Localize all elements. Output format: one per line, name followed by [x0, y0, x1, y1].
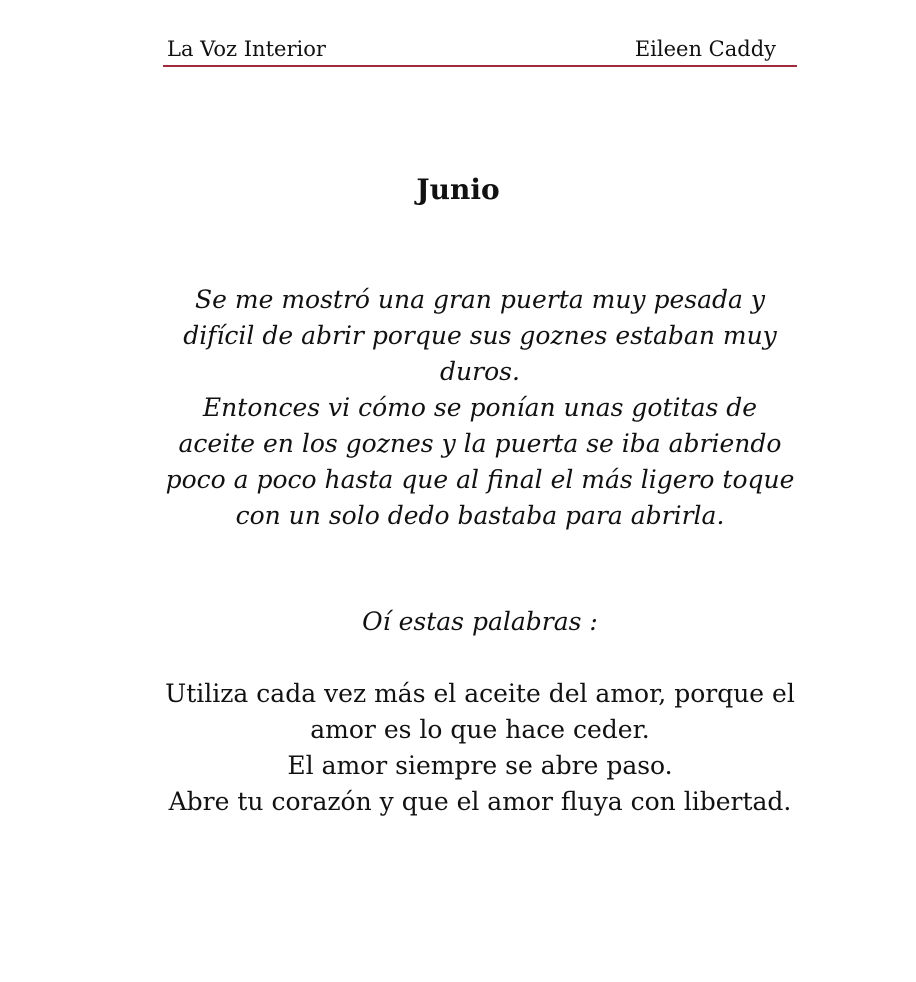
page-title: Junio: [416, 173, 500, 206]
closing-line-1: Utiliza cada vez más el aceite del amor, porque el amor es lo que hace ceder.: [165, 679, 795, 744]
book-title: La Voz Interior: [167, 37, 326, 61]
vision-text: [163, 282, 797, 534]
page-header: [163, 34, 797, 67]
closing-line-2: El amor siempre se abre paso.: [287, 751, 673, 780]
heard-words-line: Oí estas palabras :: [362, 607, 598, 636]
vision-paragraph-1: Se me mostró una gran puerta muy pesada y difícil de abrir porque sus goznes estaban muy duros.: [183, 285, 777, 386]
closing-line-3: Abre tu corazón y que el amor fluya con libertad.: [168, 787, 792, 816]
closing-message: [163, 676, 797, 820]
vision-paragraph-2: Entonces vi cómo se ponían unas gotitas de aceite en los goznes y la puerta se iba abriendo poco a poco hasta que al final el más ligero toque con un solo dedo bastaba para abrirla.: [165, 393, 795, 530]
author-name: Eileen Caddy: [634, 37, 776, 61]
